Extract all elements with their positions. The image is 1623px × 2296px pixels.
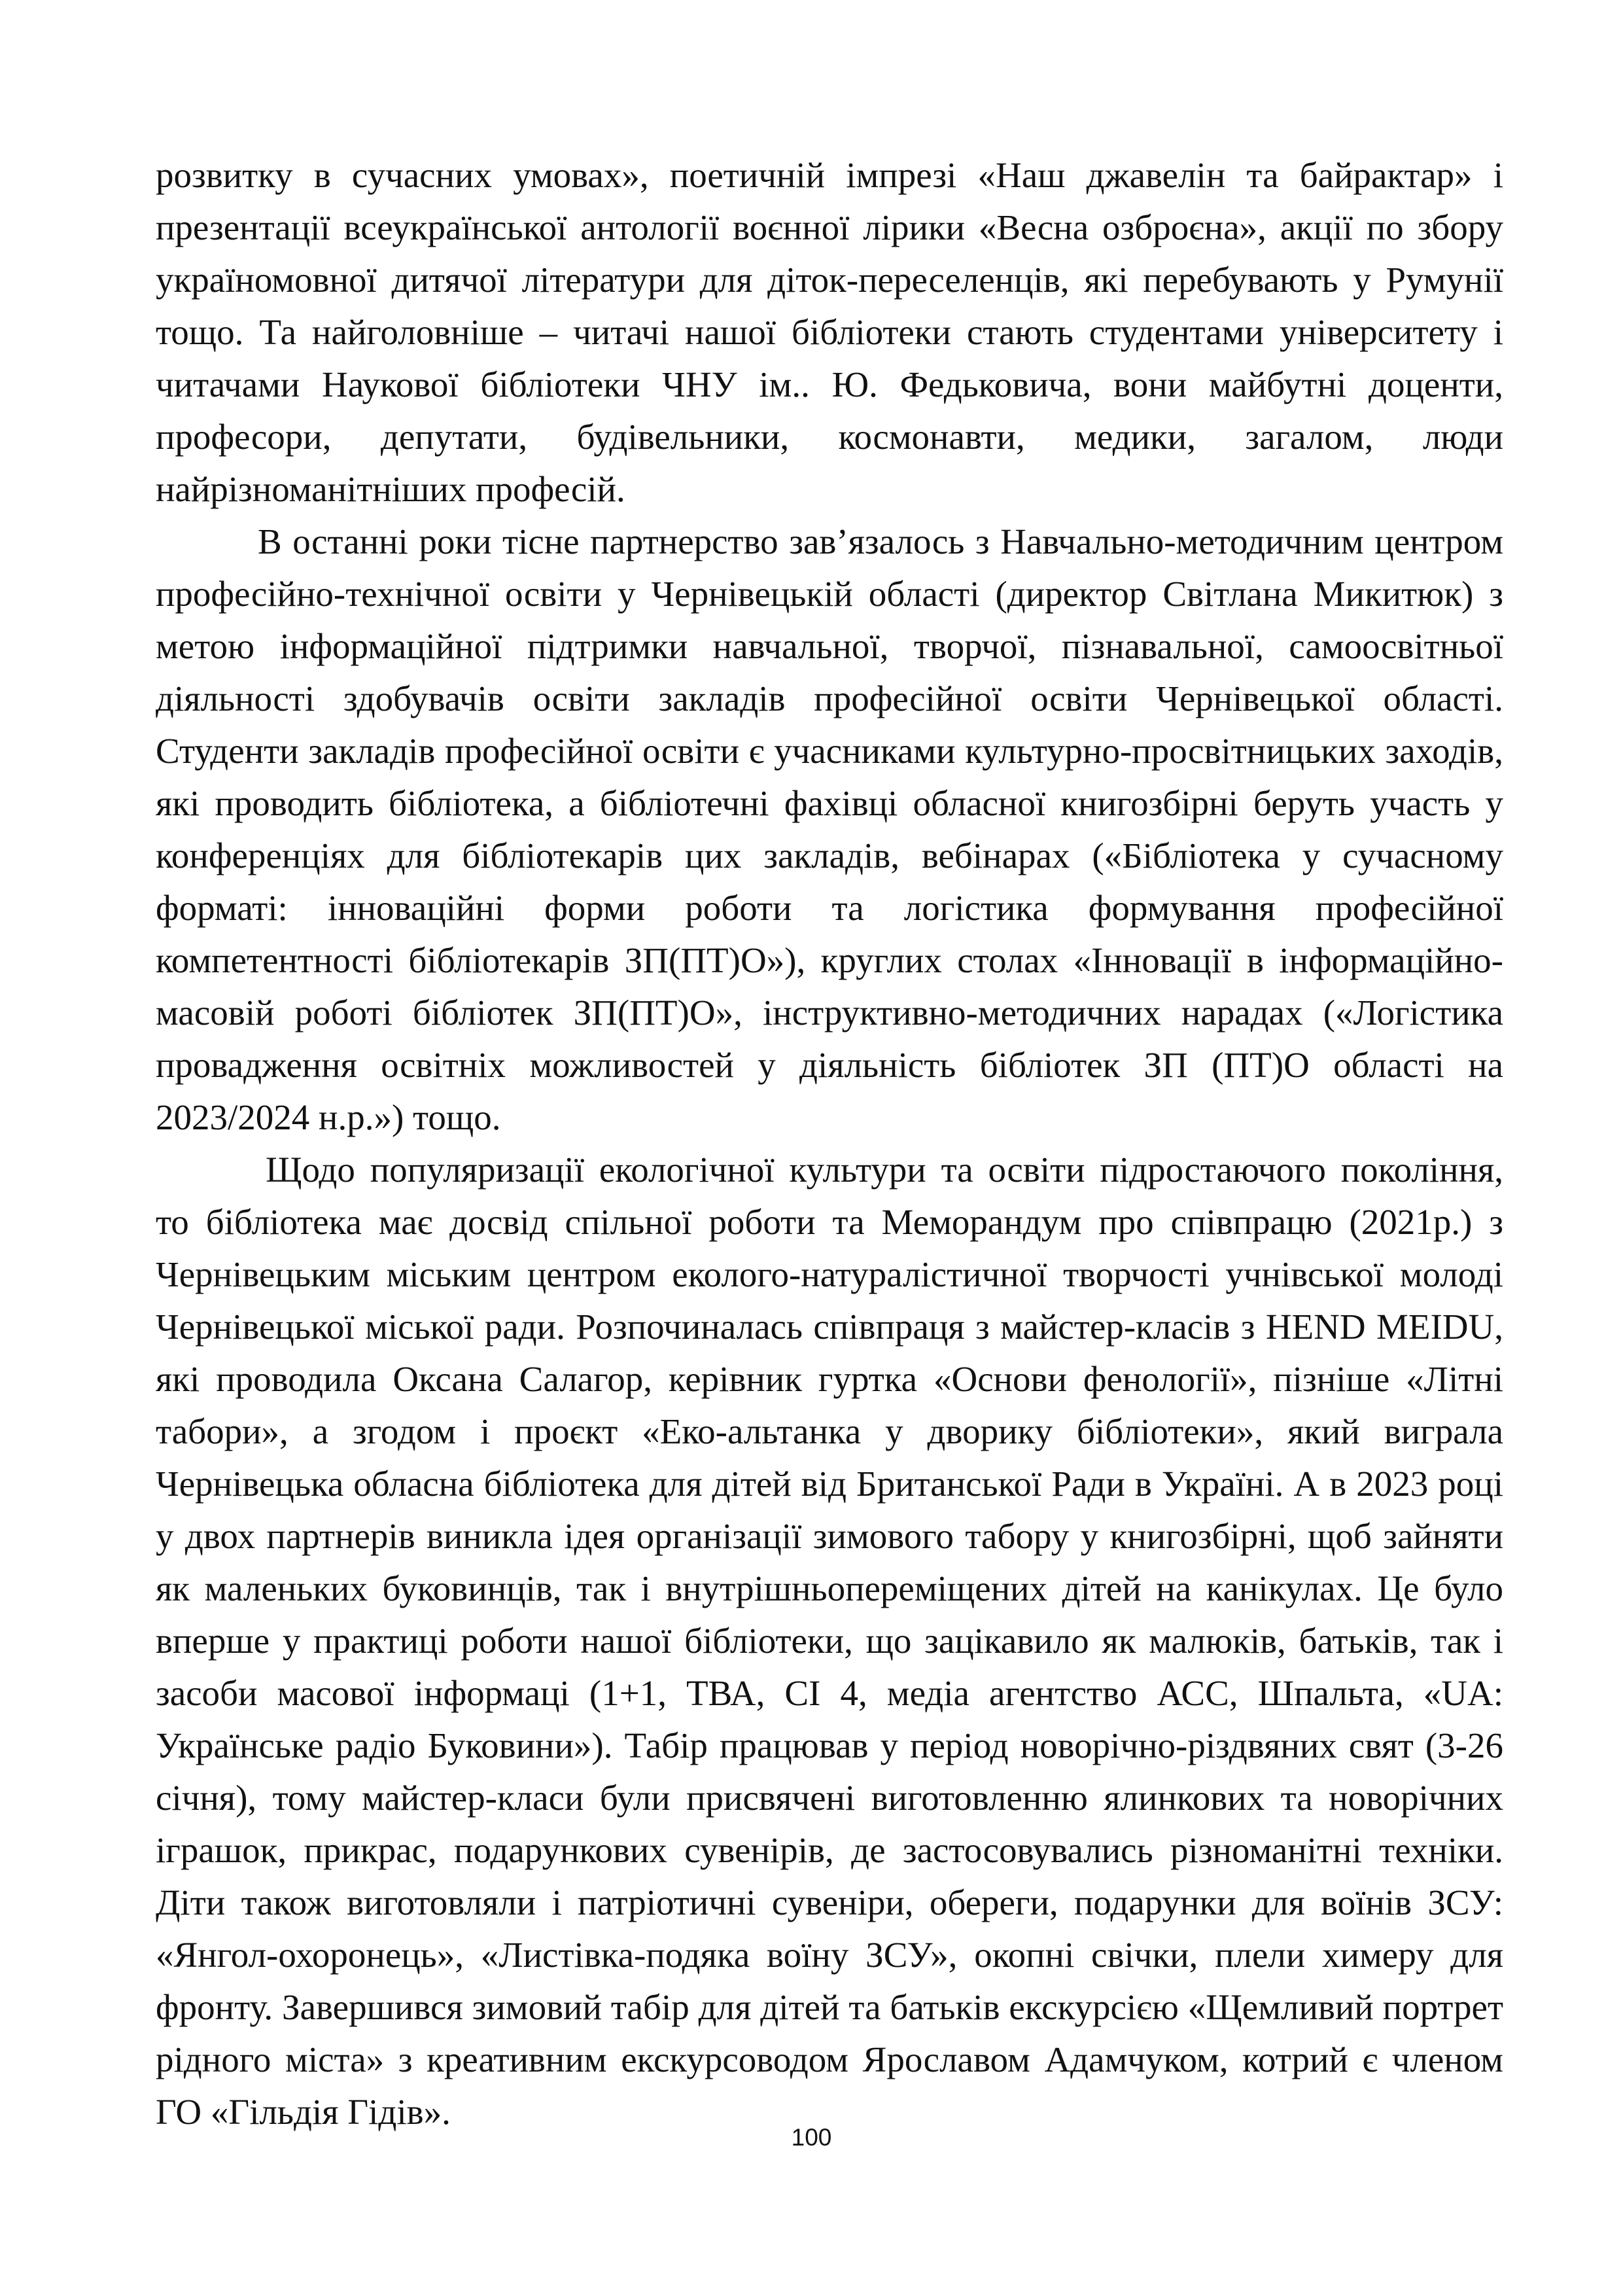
paragraph-partnership: В останні роки тісне партнерство зав’язалось з Навчально-методичним центром професійно-технічної освіти у Чернівецькій області (директор Світлана Микитюк) з метою інформаційної підтримки навчальної, творчої, пізнавальної, самоосвітньої діяльності здобувачів освіти закладів професійної освіти Чернівецької області. Студенти закладів професійної освіти є учасниками культурно-просвітницьких заходів, які проводить бібліотека, а бібліотечні фахівці обласної книгозбірні беруть участь у конференціях для бібліотекарів цих закладів, вебінарах («Бібліотека у сучасному форматі: інноваційні форми роботи та логістика формування професійної компетентності бібліотекарів ЗП(ПТ)О»), круглих столах «Інновації в інформаційно-масовій роботі бібліотек ЗП(ПТ)О», інструктивно-методичних нарадах («Логістика провадження освітніх можливостей у діяльність бібліотек ЗП (ПТ)О області на 2023/2024 н.р.») тощо. <box>156 521 1503 1137</box>
document-body <box>156 149 1503 2138</box>
paragraph-ecology: Щодо популяризації екологічної культури та освіти підростаючого покоління, то бібліотека має досвід спільної роботи та Меморандум про співпрацю (2021р.) з Чернівецьким міським центром еколого-натуралістичної творчості учнівської молоді Чернівецької міської ради. Розпочиналась співпраця з майстер-класів з HEND MEIDU, які проводила Оксана Салагор, керівник гуртка «Основи фенології», пізніше «Літні табори», а згодом і проєкт «Еко-альтанка у дворику бібліотеки», який виграла Чернівецька обласна бібліотека для дітей від Британської Ради в Україні. А в 2023 році у двох партнерів виникла ідея організації зимового табору у книгозбірні, щоб зайняти як маленьких буковинців, так і внутрішньопереміщених дітей на канікулах. Це було вперше у практиці роботи нашої бібліотеки, що зацікавило як малюків, батьків, так і засоби масової інформаці (1+1, ТВА, СІ 4, медіа агентство АСС, Шпальта, «UA: Українське радіо Буковини»). Табір працював у період новорічно-різдвяних свят (3-26 січня), тому майстер-класи були присвячені виготовленню ялинкових та новорічних іграшок, прикрас, подарункових сувенірів, де застосовувались різноманітні техніки. Діти також виготовляли і патріотичні сувеніри, обереги, подарунки для воїнів ЗСУ: «Янгол-охоронець», «Листівка-подяка воїну ЗСУ», окопні свічки, плели химеру для фронту. Завершився зимовий табір для дітей та батьків екскурсією «Щемливий портрет рідного міста» з креативним екскурсоводом Ярославом Адамчуком, котрий є членом ГО «Гільдія Гідів». <box>156 1150 1503 2132</box>
paragraph-continuation: розвитку в сучасних умовах», поетичній імпрезі «Наш джавелін та байрактар» і презентації всеукраїнської антології воєнної лірики «Весна озброєна», акції по збору україномовної дитячої літератури для діток-переселенців, які перебувають у Румунії тощо. Та найголовніше – читачі нашої бібліотеки стають студентами університету і читачами Наукової бібліотеки ЧНУ ім.. Ю. Федьковича, вони майбутні доценти, професори, депутати, будівельники, космонавти, медики, загалом, люди найрізноманітніших професій. <box>156 155 1503 509</box>
page-number: 100 <box>791 2124 832 2151</box>
